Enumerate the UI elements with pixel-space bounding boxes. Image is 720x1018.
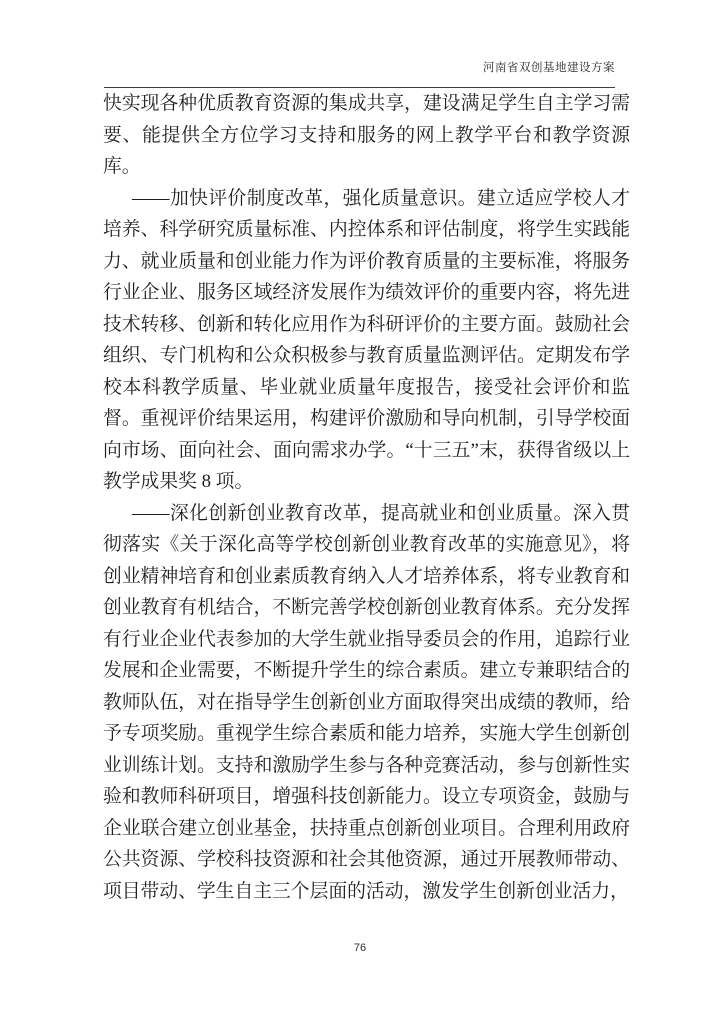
paragraph-evaluation-system-reform: ——加快评价制度改革，强化质量意识。建立适应学校人才培养、科学研究质量标准、内控体系和评估制度，将学生实践能力、就业质量和创业能力作为评价教育质量的主要标准，将服务行业企业、服务区域经济发展作为绩效评价的重要内容，将先进技术转移、创新和转化应用作为科研评价的主要方面。鼓励社会组织、专门机构和公众积极参与教育质量监测评估。定期发布学校本科教学质量、毕业就业质量年度报告，接受社会评价和监督。重视评价结果运用，构建评价激励和导向机制，引导学校面向市场、面向社会、面向需求办学。“十三五”末，获得省级以上教学成果奖 8 项。: [103, 187, 630, 492]
header-title: 河南省双创基地建设方案: [483, 62, 615, 74]
page-header: [104, 58, 615, 88]
page-number: 76: [353, 942, 367, 954]
paragraph-innovation-entrepreneurship-education: ——深化创新创业教育改革，提高就业和创业质量。深入贯彻落实《关于深化高等学校创新创业教育改革的实施意见》，将创业精神培育和创业素质教育纳入人才培养体系，将专业教育和创业教育有机结合，不断完善学校创新创业教育体系。充分发挥有行业企业代表参加的大学生就业指导委员会的作用，追踪行业发展和企业需要，不断提升学生的综合素质。建立专兼职结合的教师队伍，对在指导学生创新创业方面取得突出成绩的教师，给予专项奖励。重视学生综合素质和能力培养，实施大学生创新创业训练计划。支持和激励学生参与各种竞赛活动，参与创新性实验和教师科研项目，增强科技创新能力。设立专项资金，鼓励与企业联合建立创业基金，扶持重点创新创业项目。合理利用政府公共资源、学校科技资源和社会其他资源，通过开展教师带动、项目带动、学生自主三个层面的活动，激发学生创新创业活力，: [103, 502, 630, 902]
document-body: [103, 88, 630, 907]
paragraph-online-teaching-resources: 快实现各种优质教育资源的集成共享，建设满足学生自主学习需要、能提供全方位学习支持和服务的网上教学平台和教学资源库。: [103, 93, 630, 177]
page-footer: [0, 941, 720, 955]
